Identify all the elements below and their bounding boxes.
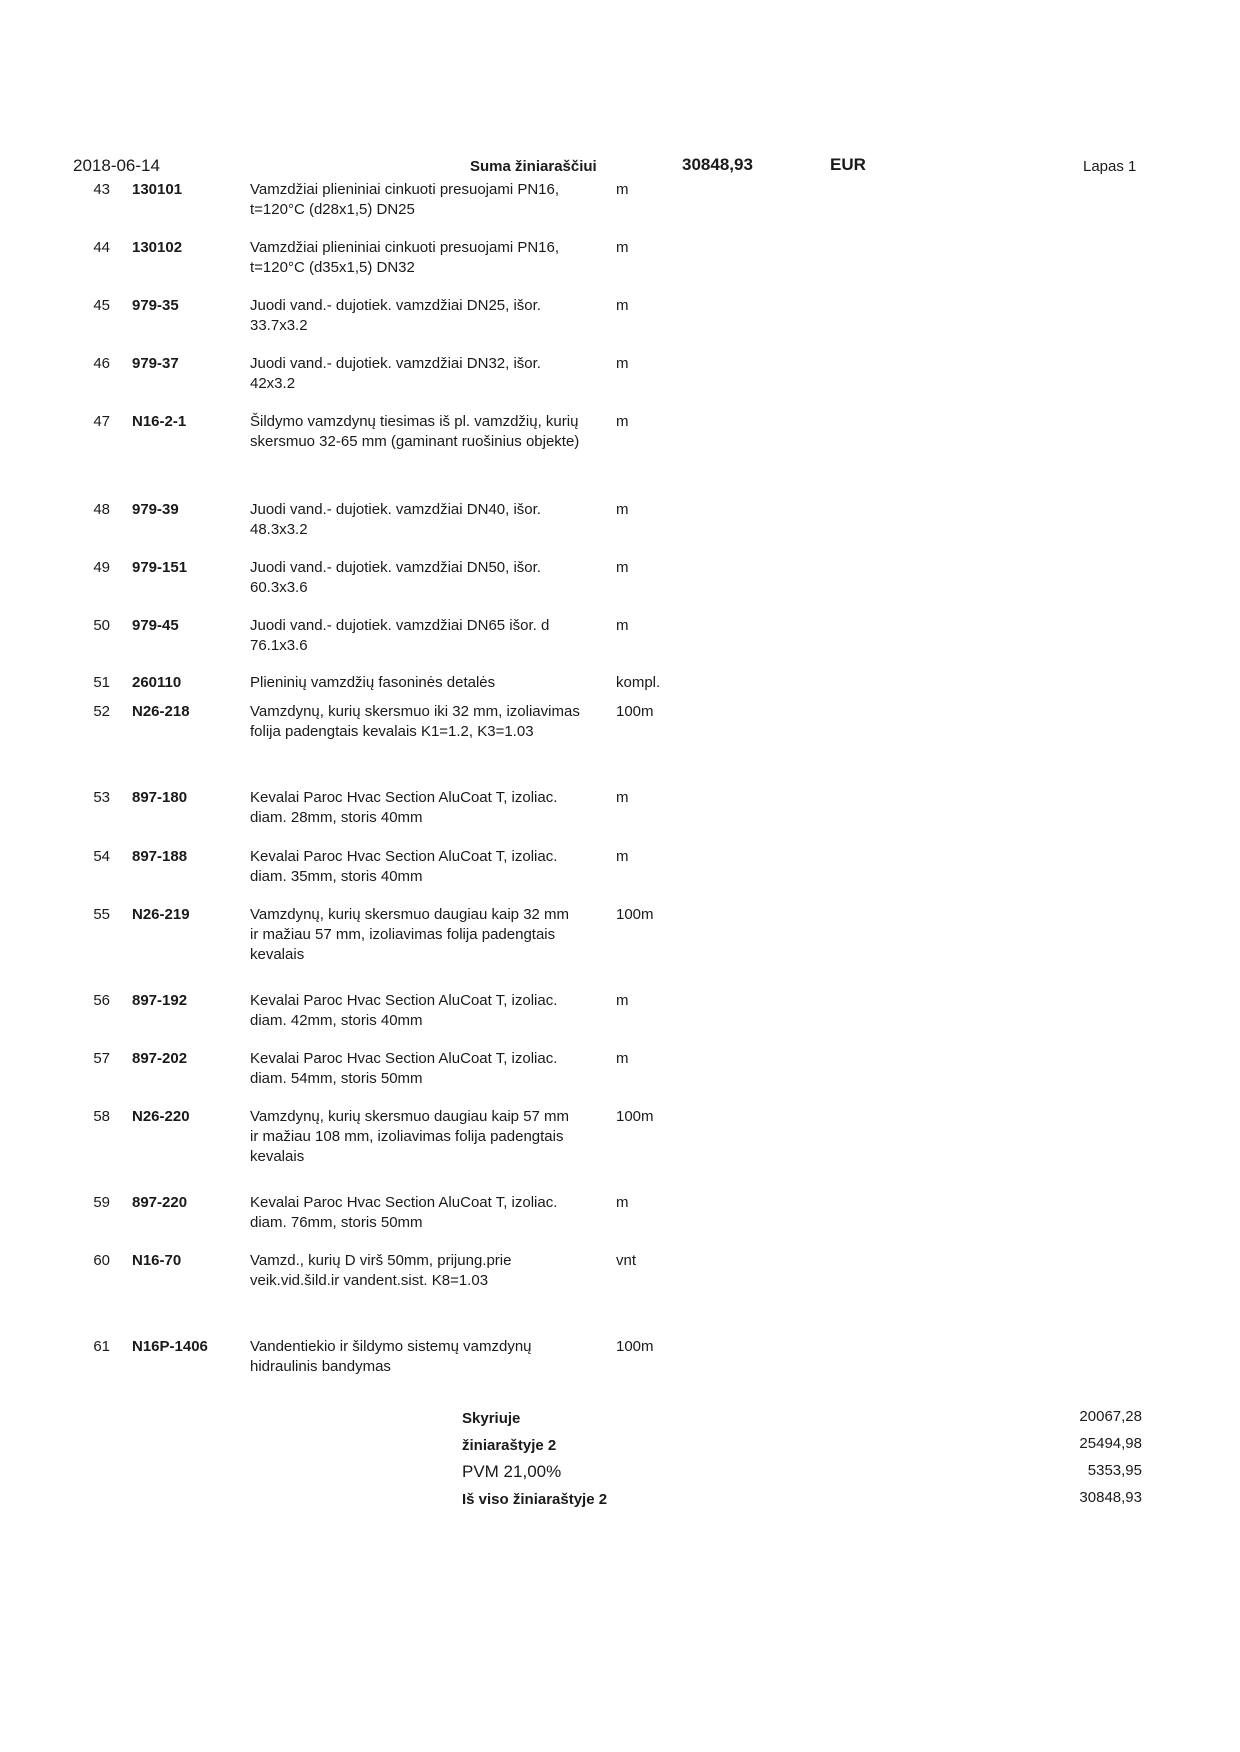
item-description [250,558,615,598]
table-row [0,788,1240,828]
table-row [0,354,1240,394]
item-code: 979-35 [132,297,179,314]
table-row [0,412,1240,452]
description-line: Juodi vand.- dujotiek. vamzdžiai DN65 išor. d [250,617,550,634]
item-code: N16-2-1 [132,413,187,430]
row-number: 43 [93,181,110,198]
item-code: 979-151 [132,559,188,576]
item-description [250,500,615,540]
table-row [0,1049,1240,1089]
description-line: Kevalai Paroc Hvac Section AluCoat T, izoliac. [250,1050,558,1067]
table-row [0,1107,1240,1165]
row-number: 47 [93,413,110,430]
description-line: diam. 35mm, storis 40mm [250,868,423,885]
item-unit: m [616,413,629,430]
description-line: Juodi vand.- dujotiek. vamzdžiai DN25, išor. [250,297,541,314]
item-description [250,296,615,336]
item-description [250,673,615,693]
table-row [0,296,1240,336]
row-number: 44 [93,239,110,256]
description-line: Vamzdynų, kurių skersmuo daugiau kaip 32 mm [250,906,570,923]
description-line: Kevalai Paroc Hvac Section AluCoat T, izoliac. [250,848,558,865]
item-description [250,354,615,394]
table-row [0,558,1240,598]
item-unit: m [616,789,629,806]
item-unit: m [616,181,629,198]
item-code: 897-220 [132,1194,188,1211]
item-code: 979-45 [132,617,179,634]
table-row [0,991,1240,1031]
description-line: 76.1x3.6 [250,637,308,654]
item-description [250,1251,615,1291]
description-line: diam. 54mm, storis 50mm [250,1070,423,1087]
item-description [250,1193,615,1233]
row-number: 57 [93,1050,110,1067]
row-number: 54 [93,848,110,865]
description-line: Juodi vand.- dujotiek. vamzdžiai DN50, išor. [250,559,541,576]
item-description [250,702,615,742]
item-unit: m [616,992,629,1009]
item-code: N16P-1406 [132,1338,208,1355]
table-row [0,847,1240,887]
item-description [250,1107,615,1167]
row-number: 52 [93,703,110,720]
description-line: Šildymo vamzdynų tiesimas iš pl. vamzdžių, kurių [250,413,579,430]
description-line: Vamzdžiai plieniniai cinkuoti presuojami PN16, [250,239,560,256]
description-line: folija padengtais kevalais K1=1.2, K3=1.03 [250,723,534,740]
item-unit: m [616,617,629,634]
description-line: Kevalai Paroc Hvac Section AluCoat T, izoliac. [250,992,558,1009]
item-description [250,1049,615,1089]
section-label: Skyriuje [462,1410,521,1427]
vat-label: PVM 21,00% [462,1462,562,1481]
table-row [0,702,1240,742]
item-unit: m [616,559,629,576]
description-line: Vamzdžiai plieniniai cinkuoti presuojami PN16, [250,181,560,198]
item-description [250,238,615,278]
item-unit: m [616,355,629,372]
row-number: 56 [93,992,110,1009]
item-description [250,847,615,887]
row-number: 45 [93,297,110,314]
item-code: N26-218 [132,703,190,720]
description-line: ir mažiau 57 mm, izoliavimas folija padengtais [250,926,556,943]
description-line: diam. 28mm, storis 40mm [250,809,423,826]
description-line: Vandentiekio ir šildymo sistemų vamzdynų [250,1338,532,1355]
item-code: N26-220 [132,1108,190,1125]
item-unit: 100m [616,1108,654,1125]
description-line: Vamzdynų, kurių skersmuo iki 32 mm, izoliavimas [250,703,580,720]
table-row [0,1251,1240,1291]
item-unit: 100m [616,1338,654,1355]
item-unit: 100m [616,906,654,923]
row-number: 55 [93,906,110,923]
description-line: kevalais [250,1148,305,1165]
item-code: 897-192 [132,992,188,1009]
item-unit: 100m [616,703,654,720]
vat-value: 5353,95 [1087,1462,1142,1479]
table-row [0,1337,1240,1377]
row-number: 50 [93,617,110,634]
description-line: Vamzdynų, kurių skersmuo daugiau kaip 57 mm [250,1108,570,1125]
item-code: 979-37 [132,355,179,372]
item-code: 897-188 [132,848,188,865]
table-row [0,180,1240,220]
description-line: t=120°C (d35x1,5) DN32 [250,259,415,276]
description-line: diam. 42mm, storis 40mm [250,1012,423,1029]
description-line: hidraulinis bandymas [250,1358,391,1375]
item-code: N16-70 [132,1252,182,1269]
description-line: 42x3.2 [250,375,296,392]
item-code: 260110 [132,674,182,691]
description-line: t=120°C (d28x1,5) DN25 [250,201,415,218]
header-total: 30848,93 [682,155,753,174]
item-code: 897-180 [132,789,188,806]
description-line: 33.7x3.2 [250,317,308,334]
description-line: Plieninių vamzdžių fasoninės detalės [250,674,496,691]
date: 2018-06-14 [73,156,160,175]
item-unit: kompl. [616,674,661,691]
description-line: veik.vid.šild.ir vandent.sist. K8=1.03 [250,1272,489,1289]
section-value: 20067,28 [1079,1408,1142,1425]
row-number: 48 [93,501,110,518]
description-line: ir mažiau 108 mm, izoliavimas folija padengtais [250,1128,564,1145]
item-description [250,180,615,220]
table-row [0,616,1240,656]
item-unit: m [616,239,629,256]
item-unit: m [616,297,629,314]
total-value: 30848,93 [1079,1489,1142,1506]
table-row [0,905,1240,963]
description-line: Kevalai Paroc Hvac Section AluCoat T, izoliac. [250,1194,558,1211]
estimate-label: žiniaraštyje 2 [462,1437,557,1454]
table-row [0,500,1240,540]
description-line: Juodi vand.- dujotiek. vamzdžiai DN40, išor. [250,501,541,518]
row-number: 61 [93,1338,110,1355]
estimate-value: 25494,98 [1079,1435,1142,1452]
item-code: N26-219 [132,906,190,923]
item-description [250,412,615,452]
item-code: 897-202 [132,1050,188,1067]
item-description [250,1337,615,1377]
item-description [250,788,615,828]
row-number: 53 [93,789,110,806]
description-line: Vamzd., kurių D virš 50mm, prijung.prie [250,1252,512,1269]
description-line: 48.3x3.2 [250,521,308,538]
description-line: 60.3x3.6 [250,579,308,596]
row-number: 60 [93,1252,110,1269]
item-description [250,991,615,1031]
table-row [0,1193,1240,1233]
header-title: Suma žiniaraščiui [470,158,597,175]
description-line: Kevalai Paroc Hvac Section AluCoat T, izoliac. [250,789,558,806]
description-line: Juodi vand.- dujotiek. vamzdžiai DN32, išor. [250,355,541,372]
row-number: 59 [93,1194,110,1211]
row-number: 51 [93,674,110,691]
description-line: kevalais [250,946,305,963]
item-description [250,616,615,656]
item-unit: m [616,848,629,865]
page-number: Lapas 1 [1083,158,1137,175]
item-description [250,905,615,965]
row-number: 46 [93,355,110,372]
table-row [0,238,1240,278]
description-line: skersmuo 32-65 mm (gaminant ruošinius objekte) [250,433,580,450]
item-code: 130102 [132,239,183,256]
item-unit: m [616,501,629,518]
row-number: 58 [93,1108,110,1125]
description-line: diam. 76mm, storis 50mm [250,1214,423,1231]
item-unit: m [616,1050,629,1067]
item-unit: vnt [616,1252,637,1269]
item-code: 130101 [132,181,183,198]
item-code: 979-39 [132,501,179,518]
item-unit: m [616,1194,629,1211]
currency: EUR [830,155,866,174]
row-number: 49 [93,559,110,576]
total-label: Iš viso žiniaraštyje 2 [462,1491,608,1508]
